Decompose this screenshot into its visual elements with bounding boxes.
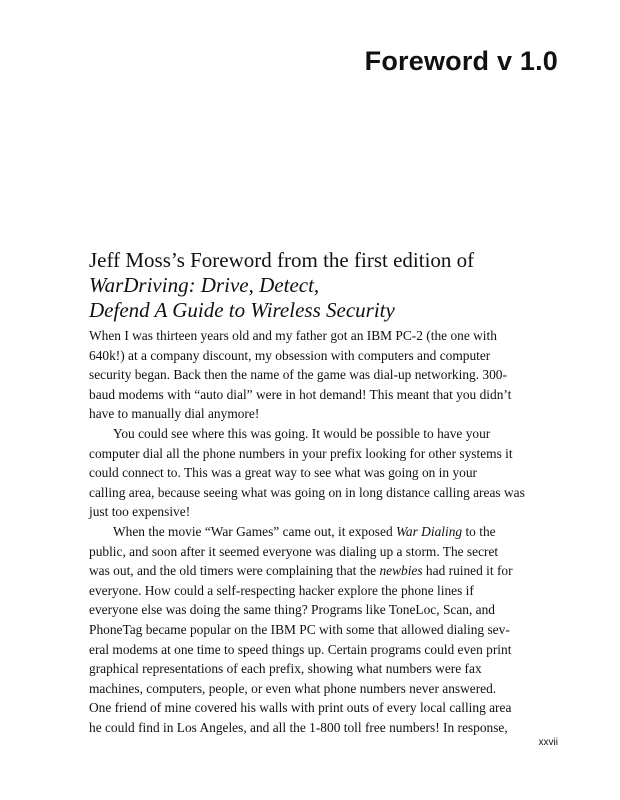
text-line: One friend of mine covered his walls with print outs of every local calling area [89,700,512,716]
text-line: everyone. How could a self-respecting hacker explore the phone lines if [89,582,474,598]
text-line: You could see where this was going. It would be possible to have your [113,425,491,441]
page-number: xxvii [538,737,558,748]
chapter-title: Foreword v 1.0 [364,46,558,76]
text-line: baud modems with “auto dial” were in hot demand! This meant that you didn’t [89,386,512,402]
emphasis: War Dialing [396,523,463,539]
text-line: 640k!) at a company discount, my obsession with computers and computer [89,347,491,363]
book-title-line [89,273,569,298]
text-line: have to manually dial anymore! [89,406,260,422]
section-heading-line: Jeff Moss’s Foreword from the first edition of [89,248,475,272]
text-line: security began. Back then the name of the game was dial-up networking. 300- [89,367,507,383]
text-line: calling area, because seeing what was going on in long distance calling areas was [89,484,525,500]
text-line: computer dial all the phone numbers in your prefix looking for other systems it [89,445,513,461]
paragraph [89,522,565,738]
paragraph [89,326,565,424]
emphasis: newbies [379,563,423,579]
text-line: he could find in Los Angeles, and all the 1-800 toll free numbers! In response, [89,719,508,735]
text-line: eral modems at one time to speed things up. Certain programs could even print [89,641,512,657]
book-title-line [89,298,569,323]
text-line: could connect to. This was a great way to see what was going on in your [89,465,477,481]
text-line: public, and soon after it seemed everyone was dialing up a storm. The secret [89,543,499,559]
text-line: graphical representations of each prefix, showing what numbers were fax [89,661,482,677]
text-line [89,522,565,542]
paragraph [89,424,565,522]
text-segment: to the [462,523,496,539]
text-segment: was out, and the old timers were complaining that the [89,563,380,579]
foreword-body [89,326,565,737]
text-line: machines, computers, people, or even what phone numbers never answered. [89,680,497,696]
text-line: everyone else was doing the same thing? Programs like ToneLoc, Scan, and [89,602,496,618]
text-segment: had ruined it for [422,563,513,579]
book-title-part: WarDriving: Drive, Detect, [89,273,320,297]
text-line: When I was thirteen years old and my father got an IBM PC-2 (the one with [89,328,497,343]
text-line [89,561,565,581]
text-line: PhoneTag became popular on the IBM PC with some that allowed dialing sev- [89,621,510,637]
section-heading [89,248,569,323]
text-segment: When the movie “War Games” came out, it exposed [113,523,396,539]
book-title-part: Defend A Guide to Wireless Security [89,298,395,322]
text-line: just too expensive! [89,504,191,520]
